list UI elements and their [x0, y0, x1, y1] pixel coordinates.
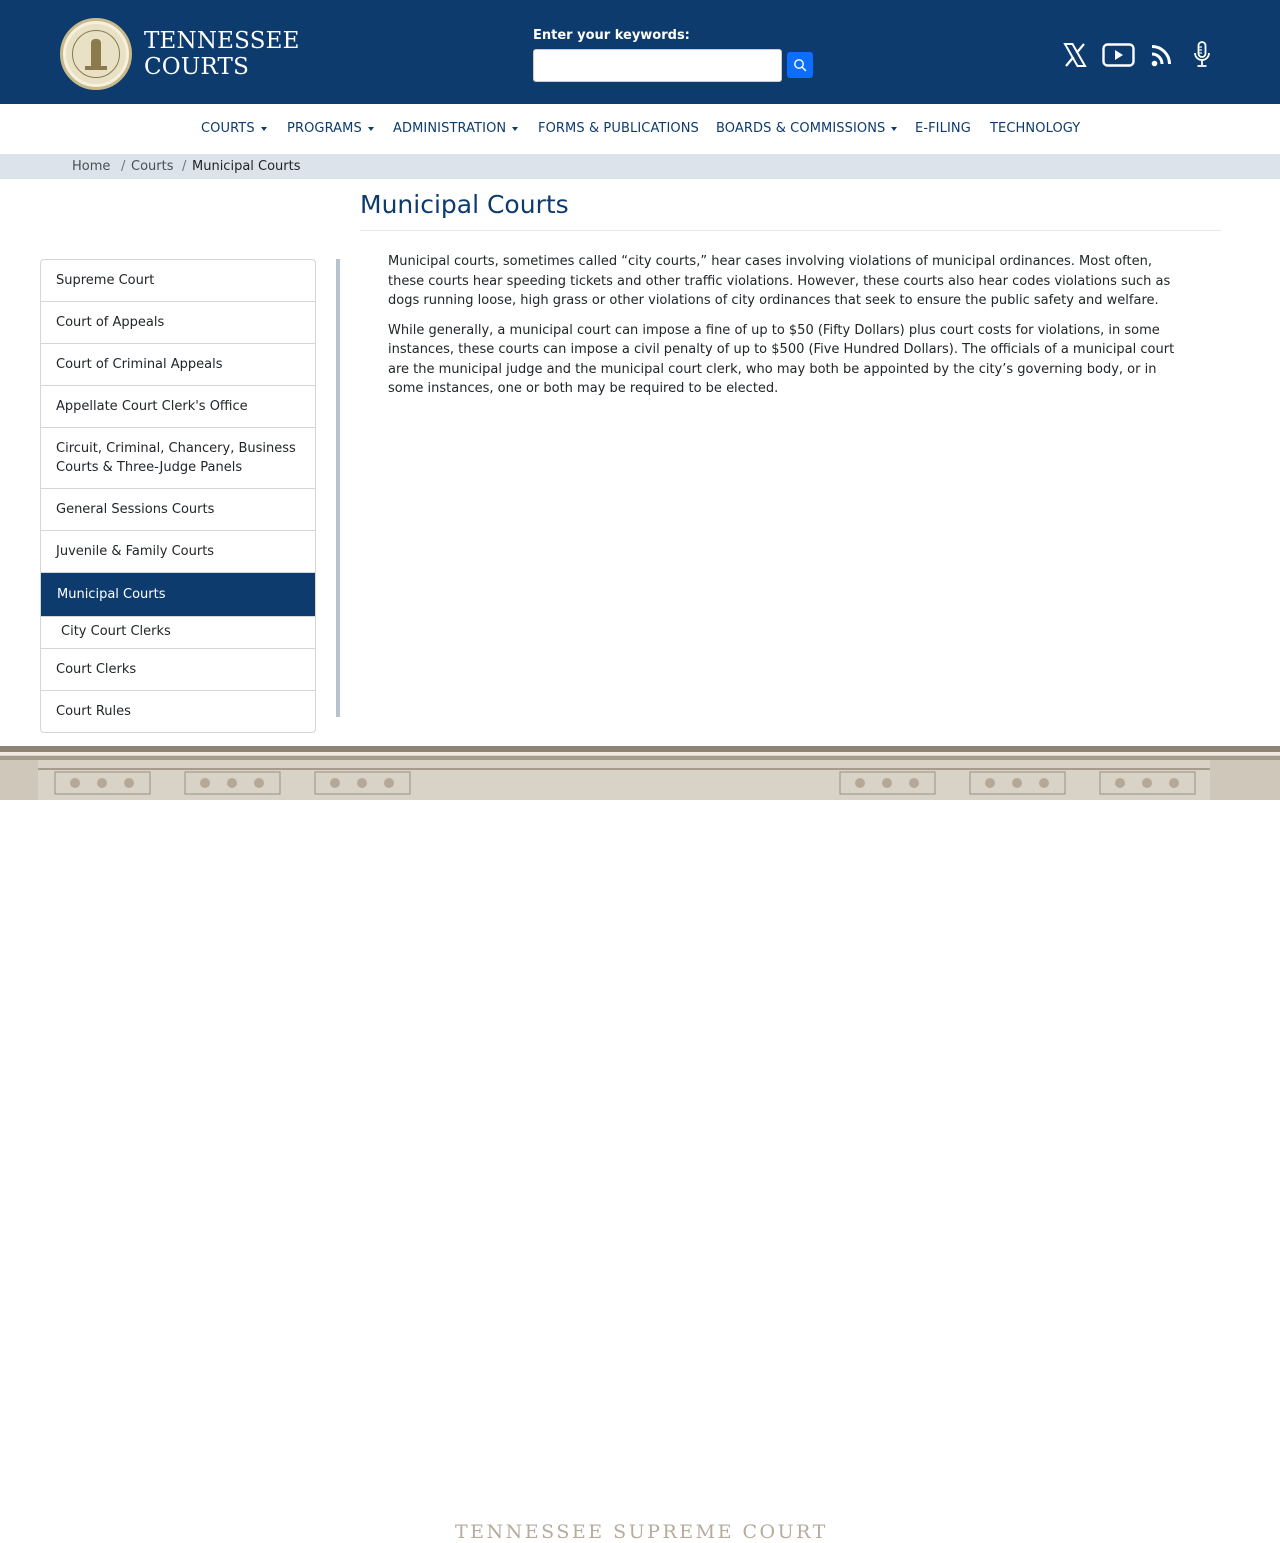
caret-down-icon [368, 127, 374, 131]
main-navigation [0, 104, 1280, 154]
nav-item-forms-publications[interactable] [538, 121, 699, 136]
nav-item-e-filing[interactable] [915, 121, 971, 136]
seal-base [85, 66, 107, 70]
brand-line-1: TENNESSEE [144, 28, 300, 54]
brand-line-2: COURTS [144, 54, 250, 80]
breadcrumb-current: Municipal Courts [192, 159, 301, 174]
sidebar-item-juvenile-family-courts[interactable]: Juvenile & Family Courts [41, 531, 315, 573]
tennessee-judiciary-seal-logo[interactable] [60, 18, 132, 90]
seal-figure [91, 39, 101, 67]
nav-label: FORMS & PUBLICATIONS [538, 121, 699, 136]
title-divider [360, 230, 1221, 231]
sidebar-subitem-city-court-clerks[interactable]: City Court Clerks [41, 617, 315, 649]
building-inscription: TENNESSEE SUPREME COURT [455, 1521, 828, 1543]
sidebar-item-court-of-criminal-appeals[interactable]: Court of Criminal Appeals [41, 344, 315, 386]
sidebar-item-general-sessions-courts[interactable]: General Sessions Courts [41, 489, 315, 531]
sidebar-item-circuit-criminal-chancery[interactable]: Circuit, Criminal, Chancery, Business Courts & Three-Judge Panels [41, 428, 315, 489]
nav-label: E-FILING [915, 121, 971, 136]
nav-label: BOARDS & COMMISSIONS [716, 121, 886, 136]
sidebar-item-court-clerks[interactable]: Court Clerks [41, 649, 315, 691]
nav-label: COURTS [201, 121, 255, 136]
nav-label: TECHNOLOGY [990, 121, 1081, 136]
caret-down-icon [891, 127, 897, 131]
sidebar-item-appellate-court-clerks-office[interactable]: Appellate Court Clerk's Office [41, 386, 315, 428]
x-icon[interactable] [1063, 40, 1087, 70]
nav-item-administration[interactable] [393, 121, 518, 136]
search-icon [793, 58, 807, 72]
site-header [0, 0, 1280, 104]
breadcrumb-separator: / [182, 159, 187, 174]
youtube-icon[interactable] [1102, 40, 1135, 70]
breadcrumb [0, 154, 1280, 179]
breadcrumb-courts[interactable]: Courts [131, 159, 174, 174]
search-button[interactable] [787, 52, 813, 78]
content-paragraph: Municipal courts, sometimes called “city courts,” hear cases involving violations of municipal ordinances. Most often, these courts hear speeding tickets and other traffic violations. However, these courts also hear codes violations such as dogs running loose, high grass or other violations of city ordinances that seek to ensure the public safety and welfare. [388, 254, 1171, 308]
sidebar-menu [40, 259, 316, 733]
building-facade-illustration [0, 746, 1280, 800]
breadcrumb-separator: / [121, 159, 126, 174]
podcast-mic-icon[interactable] [1192, 40, 1212, 70]
sidebar-item-court-rules[interactable]: Court Rules [56, 704, 131, 719]
caret-down-icon [261, 127, 267, 131]
content-paragraph: While generally, a municipal court can impose a fine of up to $50 (Fifty Dollars) plus court costs for violations, in some instances, these courts can impose a civil penalty of up to $500 (Five Hundred Dollars). The officials of a municipal court are the municipal judge and the municipal court clerk, who may both be appointed by the city’s governing body, or in some instances, one or both may be required to be elected. [388, 322, 1175, 396]
search-label: Enter your keywords: [533, 28, 690, 43]
caret-down-icon [512, 127, 518, 131]
sidebar-item-municipal-courts[interactable]: Municipal Courts [41, 573, 315, 617]
nav-label: PROGRAMS [287, 121, 362, 136]
sidebar-divider [336, 259, 340, 717]
nav-item-technology[interactable] [990, 121, 1080, 136]
nav-item-boards-commissions[interactable] [716, 121, 897, 136]
site-brand[interactable] [144, 28, 300, 80]
sidebar-item-supreme-court[interactable]: Supreme Court [41, 260, 315, 302]
search-input[interactable] [533, 49, 782, 82]
breadcrumb-home[interactable]: Home [72, 159, 111, 174]
nav-item-programs[interactable] [287, 121, 374, 136]
page-title: Municipal Courts [360, 190, 569, 219]
nav-item-courts[interactable] [201, 121, 267, 136]
nav-label: ADMINISTRATION [393, 121, 507, 136]
rss-icon[interactable] [1150, 40, 1174, 70]
sidebar-item-court-of-appeals[interactable]: Court of Appeals [41, 302, 315, 344]
main-content [388, 252, 1188, 409]
supreme-court-building-image [0, 746, 1280, 1543]
